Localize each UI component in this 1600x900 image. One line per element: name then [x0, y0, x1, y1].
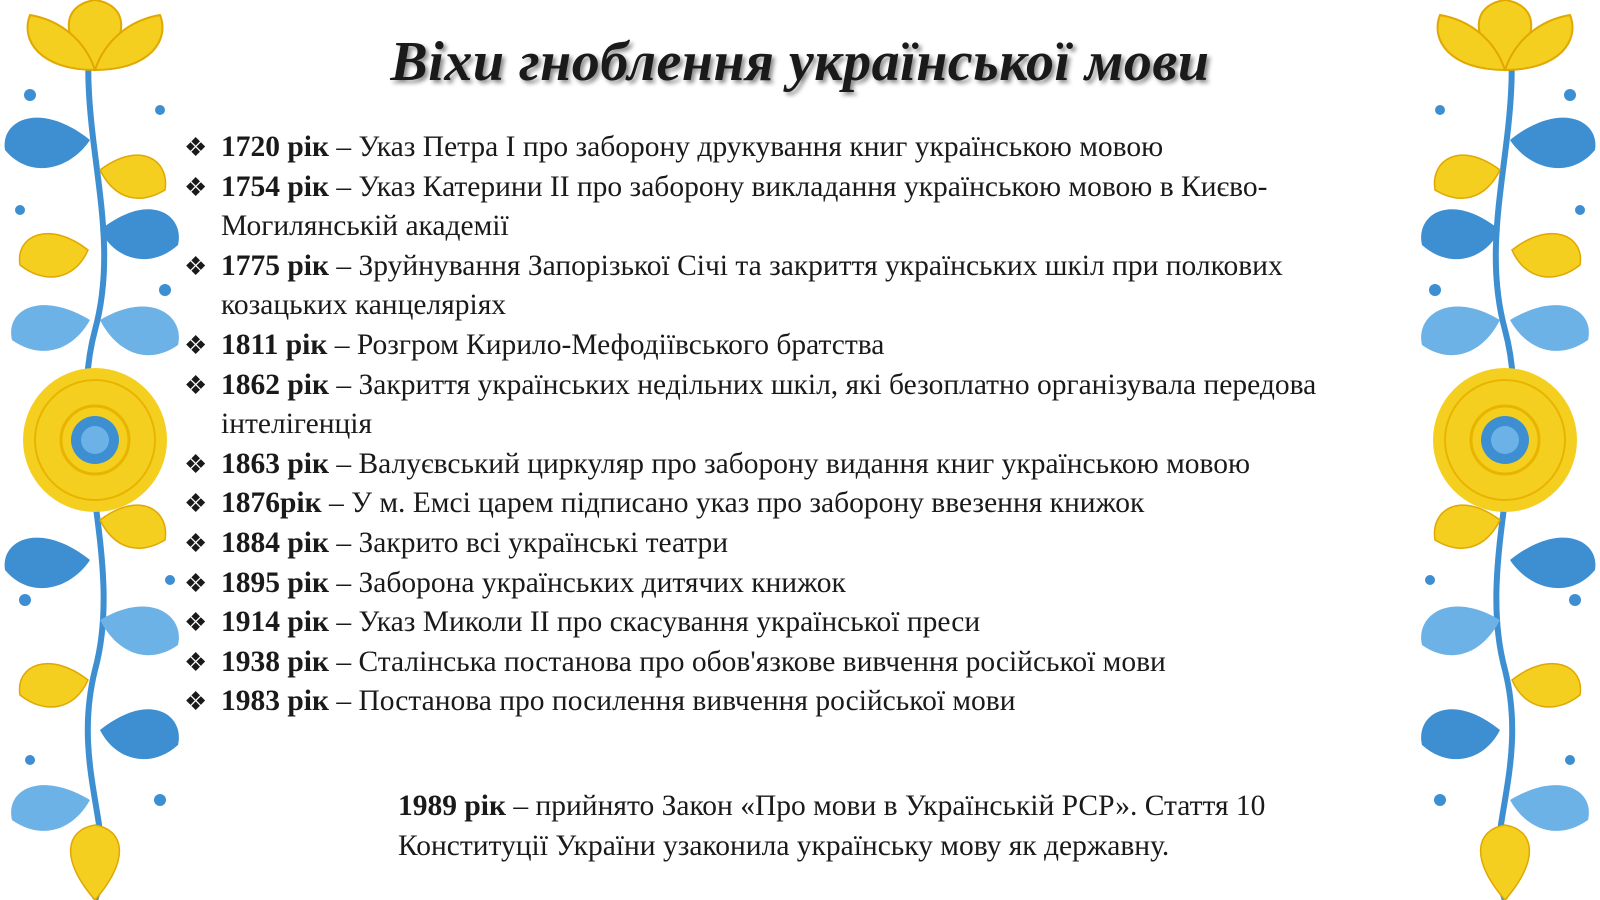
- event-year: 1862 рік: [221, 368, 329, 401]
- event-text: – Розгром Кирило-Мефодіївського братства: [327, 328, 885, 361]
- diamond-flower-bullet-icon: ❖: [184, 172, 208, 202]
- event-year: 1895 рік: [221, 566, 329, 599]
- page-title: Віхи гноблення української мови: [390, 31, 1210, 93]
- event-text: – Зруйнування Запорізької Січі та закриття українських шкіл при полкових козацьких канцеляріях: [221, 249, 1283, 322]
- list-item: [182, 128, 1412, 168]
- footer-year: 1989 рік: [398, 790, 506, 822]
- left-floral-border: [0, 0, 190, 900]
- list-item: [182, 445, 1412, 485]
- event-text: – Указ Катерини ІІ про заборону викладання українською мовою в Києво-Могилянській академії: [221, 170, 1268, 243]
- event-year: 1983 рік: [221, 685, 329, 718]
- event-year: 1876рік: [221, 487, 322, 520]
- diamond-flower-bullet-icon: ❖: [184, 608, 208, 638]
- event-year: 1914 рік: [221, 606, 329, 639]
- diamond-flower-bullet-icon: ❖: [184, 647, 208, 677]
- event-year: 1811 рік: [221, 328, 328, 361]
- diamond-flower-bullet-icon: ❖: [184, 489, 208, 519]
- event-text: – У м. Емсі царем підписано указ про заборону ввезення книжок: [321, 487, 1145, 520]
- list-item: [182, 564, 1412, 604]
- event-text: – Заборона українських дитячих книжок: [328, 566, 846, 599]
- events-list: [182, 128, 1412, 722]
- diamond-flower-bullet-icon: ❖: [184, 568, 208, 598]
- list-item: [182, 326, 1412, 366]
- event-year: 1863 рік: [221, 447, 329, 480]
- event-text: – Указ Миколи ІІ про скасування української преси: [328, 606, 981, 639]
- list-item: [182, 168, 1412, 247]
- list-item: [182, 524, 1412, 564]
- footer-text: – прийнято Закон «Про мови в Українській РСР». Стаття 10 Конституції України узаконила українську мову як державну.: [398, 790, 1266, 862]
- event-text: – Валуєвський циркуляр про заборону видання книг українською мовою: [328, 447, 1251, 480]
- event-text: – Закриття українських недільних шкіл, які безоплатно організувала передова інтелігенція: [221, 368, 1317, 441]
- list-item: [182, 484, 1412, 524]
- list-item: [182, 247, 1412, 326]
- diamond-flower-bullet-icon: ❖: [184, 528, 208, 558]
- diamond-flower-bullet-icon: ❖: [184, 330, 208, 360]
- event-year: 1884 рік: [221, 526, 329, 559]
- event-year: 1775 рік: [221, 249, 329, 282]
- floral-ornament-icon: [0, 0, 190, 900]
- event-year: 1938 рік: [221, 645, 329, 678]
- right-floral-border: [1410, 0, 1600, 900]
- event-text: – Сталінська постанова про обов'язкове вивчення російської мови: [328, 645, 1166, 678]
- diamond-flower-bullet-icon: ❖: [184, 133, 208, 162]
- list-item: [182, 643, 1412, 683]
- event-year: 1720 рік: [221, 131, 329, 163]
- list-item: [182, 682, 1412, 722]
- floral-ornament-icon: [1410, 0, 1600, 900]
- diamond-flower-bullet-icon: ❖: [184, 251, 208, 281]
- list-item: [182, 366, 1412, 445]
- list-item: [182, 603, 1412, 643]
- event-text: – Указ Петра І про заборону друкування книг українською мовою: [328, 131, 1164, 163]
- diamond-flower-bullet-icon: ❖: [184, 449, 208, 479]
- event-text: – Постанова про посилення вивчення російської мови: [328, 685, 1016, 718]
- footer-note: [398, 786, 1398, 866]
- diamond-flower-bullet-icon: ❖: [184, 687, 208, 717]
- diamond-flower-bullet-icon: ❖: [184, 370, 208, 400]
- event-year: 1754 рік: [221, 170, 329, 203]
- event-text: – Закрито всі українські театри: [328, 526, 729, 559]
